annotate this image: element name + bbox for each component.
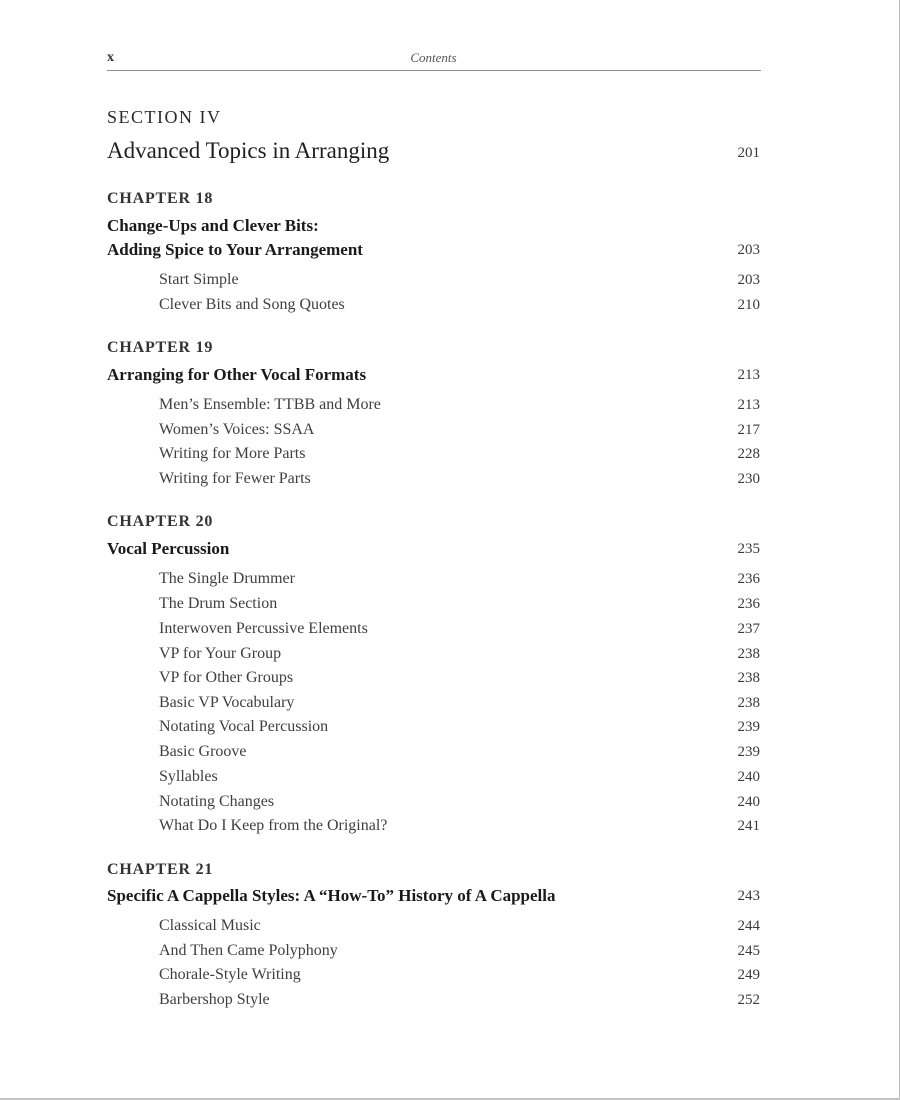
toc-entry-title: Chorale-Style Writing [159, 966, 301, 983]
toc-entry-title: Notating Changes [159, 793, 275, 810]
toc-entry-title: Writing for More Parts [159, 445, 306, 462]
toc-entry-page: 213 [737, 397, 760, 413]
section-label-row [107, 107, 760, 133]
toc-entry-page: 245 [737, 943, 760, 959]
toc-entry-title: The Drum Section [159, 595, 278, 612]
toc-entry-page: 237 [737, 621, 760, 637]
toc-entry-title: Men’s Ensemble: TTBB and More [159, 396, 381, 413]
toc-entry-page: 240 [737, 769, 760, 785]
toc-entry[interactable] [107, 817, 760, 843]
toc-entry[interactable] [107, 991, 760, 1017]
toc-entry-title: VP for Other Groups [159, 669, 294, 686]
running-title: Contents [410, 50, 457, 65]
toc-chapter-title[interactable] [107, 365, 760, 391]
toc-entry-page: 239 [737, 719, 760, 735]
toc-chapter-title[interactable] [107, 886, 760, 912]
toc-entry-title: Clever Bits and Song Quotes [159, 296, 345, 313]
page-number: x [107, 50, 114, 65]
toc-entry-page: 239 [737, 744, 760, 760]
toc-entry[interactable] [107, 645, 760, 671]
toc-entry-title: Classical Music [159, 917, 261, 934]
chapter-title-line1: Change-Ups and Clever Bits: [107, 216, 319, 235]
toc-entry-title: VP for Your Group [159, 645, 282, 662]
toc-entry[interactable] [107, 942, 760, 968]
toc-entry[interactable] [107, 966, 760, 992]
toc-entry[interactable] [107, 917, 760, 943]
toc-entry-page: 238 [737, 670, 760, 686]
toc-entry-title: And Then Came Polyphony [159, 942, 338, 959]
toc-entry-title: What Do I Keep from the Original? [159, 817, 388, 834]
toc-entry-page: 241 [737, 818, 760, 834]
toc-entry[interactable] [107, 768, 760, 794]
toc-entry[interactable] [107, 743, 760, 769]
chapter-label: CHAPTER 18 [107, 190, 214, 207]
toc-entry[interactable] [107, 570, 760, 596]
toc-entry-page: 252 [737, 992, 760, 1008]
toc-entry-page: 238 [737, 695, 760, 711]
chapter-label: CHAPTER 19 [107, 339, 214, 356]
toc-entry-page: 238 [737, 646, 760, 662]
toc-entry-title: Barbershop Style [159, 991, 270, 1008]
toc-entry[interactable] [107, 445, 760, 471]
chapter-label: CHAPTER 20 [107, 513, 214, 530]
toc-entry[interactable] [107, 271, 760, 297]
toc-entry-title: Basic Groove [159, 743, 247, 760]
toc-entry-page: 210 [737, 297, 760, 313]
toc-entry-title: Writing for Fewer Parts [159, 470, 311, 487]
chapter-page: 235 [737, 541, 760, 557]
chapter-title: Vocal Percussion [107, 539, 230, 558]
chapter-page: 203 [737, 242, 760, 258]
toc-entry[interactable] [107, 694, 760, 720]
toc-entry-title: Interwoven Percussive Elements [159, 620, 368, 637]
toc-entry-page: 203 [737, 272, 760, 288]
chapter-label: CHAPTER 21 [107, 861, 214, 878]
toc-entry[interactable] [107, 718, 760, 744]
section-label: SECTION IV [107, 107, 222, 127]
toc-chapter-title-line[interactable] [107, 216, 760, 242]
toc-entry[interactable] [107, 421, 760, 447]
chapter-page: 243 [737, 888, 760, 904]
toc-section-title[interactable] [107, 138, 760, 164]
toc-entry-title: The Single Drummer [159, 570, 295, 587]
toc-entry-page: 236 [737, 596, 760, 612]
toc-entry[interactable] [107, 396, 760, 422]
chapter-label-row [107, 190, 760, 216]
toc-entry-page: 230 [737, 471, 760, 487]
toc-entry-page: 217 [737, 422, 760, 438]
chapter-label-row [107, 513, 760, 539]
chapter-page: 213 [737, 367, 760, 383]
toc-entry[interactable] [107, 793, 760, 819]
toc-chapter-title[interactable] [107, 539, 760, 565]
toc-entry-page: 240 [737, 794, 760, 810]
toc-entry[interactable] [107, 620, 760, 646]
toc-entry-title: Start Simple [159, 271, 239, 288]
toc-entry-title: Women’s Voices: SSAA [159, 421, 315, 438]
section-title: Advanced Topics in Arranging [107, 138, 390, 163]
toc-entry-page: 249 [737, 967, 760, 983]
toc-chapter-title[interactable] [107, 240, 760, 266]
toc-entry-title: Syllables [159, 768, 218, 785]
chapter-title-line2: Adding Spice to Your Arrangement [107, 240, 363, 259]
header-rule [107, 70, 761, 71]
toc-entry[interactable] [107, 296, 760, 322]
toc-entry-page: 244 [737, 918, 760, 934]
chapter-label-row [107, 339, 760, 365]
toc-entry-page: 236 [737, 571, 760, 587]
toc-entry-title: Basic VP Vocabulary [159, 694, 295, 711]
toc-entry-title: Notating Vocal Percussion [159, 718, 329, 735]
chapter-label-row [107, 861, 760, 887]
toc-entry[interactable] [107, 669, 760, 695]
toc-entry-page: 228 [737, 446, 760, 462]
toc-entry[interactable] [107, 595, 760, 621]
section-page: 201 [737, 145, 760, 161]
running-header [107, 50, 760, 72]
chapter-title: Arranging for Other Vocal Formats [107, 365, 367, 384]
toc-entry[interactable] [107, 470, 760, 496]
chapter-title: Specific A Cappella Styles: A “How-To” History of A Cappella [107, 886, 556, 905]
